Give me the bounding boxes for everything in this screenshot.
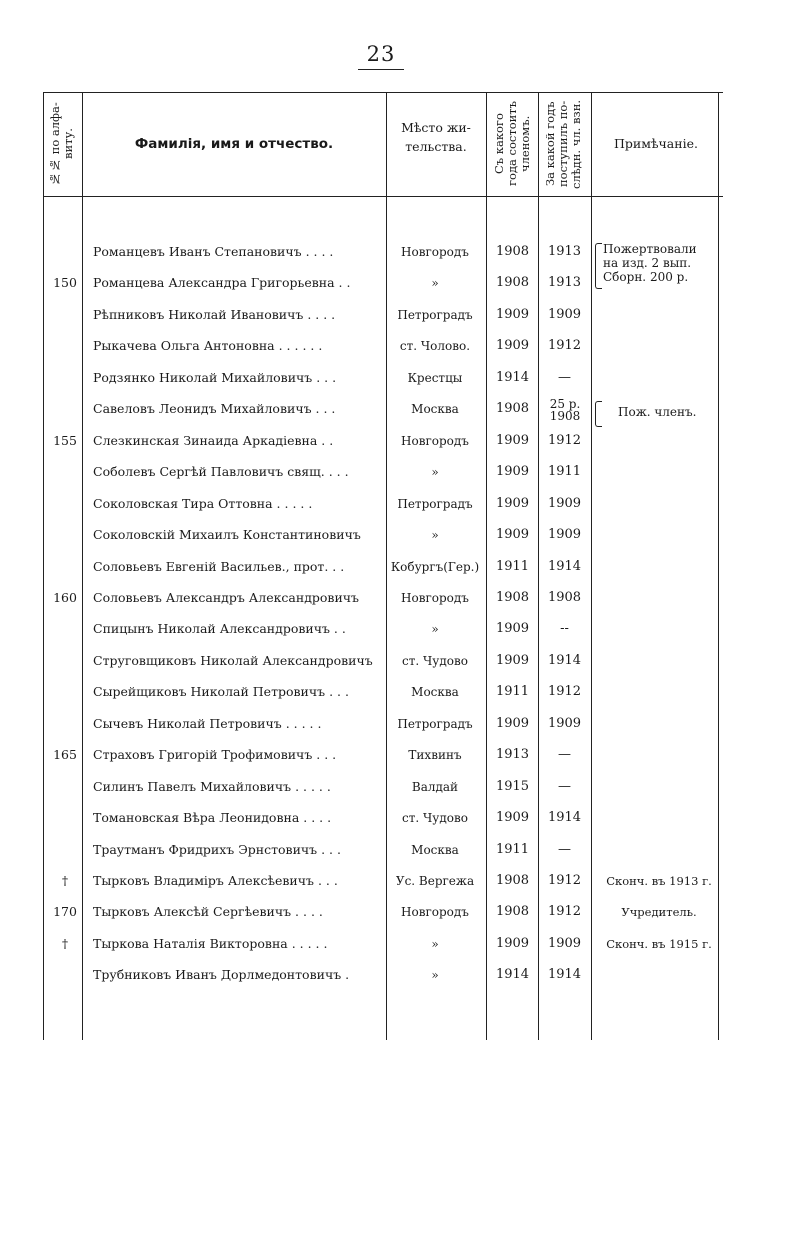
table-row [47,771,723,803]
member-since: 1908 [495,589,530,605]
row-number: † [61,873,69,888]
member-name: Спицынъ Николай Александровичъ . . [93,621,346,637]
year-paid: — [558,369,571,385]
member-since: 1909 [495,935,530,951]
member-brace [595,401,602,427]
table-row [47,645,723,677]
row-note [597,802,721,834]
residence: Ус. Вергежа [395,874,475,888]
table-row [47,739,723,771]
residence: Петроградъ [397,496,473,511]
row-note [597,739,721,771]
year-paid: 1912 [547,684,582,700]
member-name: Струговщиковъ Николай Александровичъ [93,652,373,668]
year-paid: 1912 [547,338,582,354]
year-paid: -- [560,621,569,637]
member-name: Соловьевъ Александръ Александровичъ [93,589,359,605]
donation-note-line2: на изд. 2 вып. [603,256,692,270]
member-name: Тырковъ Владиміръ Алексѣевичъ . . . [93,873,338,888]
member-since: 1908 [495,401,530,417]
member-since: 1908 [495,904,530,920]
row-number [47,362,83,394]
year-paid: — [558,747,571,763]
member-since: 1909 [495,432,530,448]
row-note [597,362,721,394]
row-number: 160 [53,589,77,605]
year-paid: 1909 [547,495,582,511]
residence: ст. Чолово. [399,339,471,354]
residence: » [431,465,439,480]
row-number [47,802,83,834]
donation-brace [595,243,602,289]
table-row [47,708,723,740]
page-number: 23 [366,42,396,66]
row-number [47,676,83,708]
member-name: Трубниковъ Иванъ Дорлмедонтовичъ . [93,967,350,983]
year-paid: 1912 [547,432,582,448]
row-number: 150 [53,275,77,291]
member-name: Романцевъ Иванъ Степановичъ . . . . [93,244,334,259]
row-note [597,582,721,614]
row-number [47,834,83,866]
row-number [47,393,83,425]
row-note [597,425,721,457]
row-number: 170 [53,904,77,920]
table-row [47,488,723,520]
savelov-paid-top: 25 р. [549,397,581,411]
row-note [597,708,721,740]
row-note [597,645,721,677]
year-paid: 1913 [547,275,582,291]
row-number: 165 [53,747,77,763]
member-since: 1911 [495,558,530,574]
table-row [47,834,723,866]
residence: Тихвинъ [408,748,462,763]
col-rule-left [43,92,44,1040]
row-number [47,236,83,268]
residence: Кобургъ(Гер.) [390,559,480,574]
row-note [597,456,721,488]
member-since: 1909 [495,338,530,354]
row-note [597,330,721,362]
table-top-rule [43,92,723,93]
member-name: Тыркова Наталія Викторовна . . . . . [93,935,328,951]
member-name: Соболевъ Сергѣй Павловичъ свящ. . . . [93,464,349,480]
year-paid: 1909 [547,306,582,322]
member-name: Савеловъ Леонидъ Михайловичъ . . . [93,401,336,417]
table-row [47,676,723,708]
year-paid: — [558,778,571,794]
member-since: 1909 [495,810,530,826]
year-paid: 1909 [547,527,582,543]
row-note: Сконч. въ 1913 г. [606,874,712,888]
row-note [597,519,721,551]
row-note [597,488,721,520]
member-since: 1909 [495,306,530,322]
member-since: 1909 [495,464,530,480]
year-paid: — [558,841,571,857]
residence: Валдай [411,779,459,794]
row-note: Учредитель. [621,905,697,920]
member-since: 1909 [495,715,530,731]
member-name: Родзянко Николай Михайловичъ . . . [93,369,337,385]
residence: » [431,968,439,983]
member-name: Рѣпниковъ Николай Ивановичъ . . . . [93,306,336,322]
member-since: 1914 [495,369,530,385]
table-row [47,425,723,457]
row-number [47,959,83,991]
residence: Крестцы [407,370,463,385]
row-number [47,551,83,583]
row-number: 155 [53,432,77,448]
year-paid: 1913 [547,244,582,259]
header-name: Фамилія, имя и отчество. [134,136,334,152]
header-note: Примѣчаніе. [614,136,698,151]
table-row [47,299,723,331]
donation-note-line3: Сборн. 200 р. [603,270,689,284]
member-since: 1913 [495,747,530,763]
table-row [47,582,723,614]
row-note: Сконч. въ 1915 г. [606,936,712,951]
member-name: Сычевъ Николай Петровичъ . . . . . [93,715,322,731]
member-name: Романцева Александра Григорьевна . . [93,275,351,291]
member-since: 1915 [495,778,530,794]
year-paid: 1914 [547,810,582,826]
table-row [47,551,723,583]
residence: Петроградъ [397,307,473,322]
year-paid: 1911 [547,464,582,480]
page-number-underline [358,69,404,70]
row-number [47,299,83,331]
table-row [47,613,723,645]
residence: Москва [411,402,459,417]
header-bottom-rule [43,196,723,197]
residence: Москва [411,685,459,700]
member-since: 1908 [495,244,530,259]
member-name: Слезкинская Зинаида Аркадіевна . . [93,432,334,448]
member-name: Соколовскій Михаилъ Константиновичъ [93,527,361,543]
row-number [47,456,83,488]
year-paid: 1908 [547,589,582,605]
member-name: Страховъ Григорій Трофимовичъ . . . [93,747,337,763]
row-number [47,645,83,677]
header-year-paid: За какой годъ поступилъ по- слѣдн. чл. взн. [543,99,583,189]
header-number: №№ по алфа- виту. [48,102,75,186]
member-name: Тырковъ Алексѣй Сергѣевичъ . . . . [93,904,323,920]
member-name: Томановская Вѣра Леонидовна . . . . [93,810,332,826]
row-number [47,488,83,520]
donation-note [603,242,719,284]
residence: Новгородъ [401,433,469,448]
table-row [47,330,723,362]
table-row [47,896,723,928]
year-paid: 1914 [547,652,582,668]
residence: Москва [411,842,459,857]
table-row [47,802,723,834]
residence: Новгородъ [401,905,469,920]
row-note [597,834,721,866]
year-paid: 1909 [547,935,582,951]
table-row [47,928,723,960]
table-row [47,456,723,488]
member-since: 1909 [495,621,530,637]
member-since: 1911 [495,841,530,857]
member-name: Соколовская Тира Оттовна . . . . . [93,495,313,511]
table-row [47,362,723,394]
row-note [597,676,721,708]
residence: ст. Чудово [402,653,468,668]
row-number [47,708,83,740]
member-name: Сырейщиковъ Николай Петровичъ . . . [93,684,349,700]
year-paid: 1912 [547,904,582,920]
table-row [47,865,723,897]
member-name: Соловьевъ Евгеній Васильев., прот. . . [93,558,345,574]
year-paid: 1912 [547,873,582,888]
member-since: 1909 [495,652,530,668]
table-row [47,959,723,991]
residence: Петроградъ [397,716,473,731]
member-name: Рыкачева Ольга Антоновна . . . . . . [93,338,323,354]
table-row [47,519,723,551]
row-number [47,613,83,645]
member-since: 1908 [495,275,530,291]
header-since: Съ какого года состоитъ членомъ. [492,101,532,187]
residence: Новгородъ [401,590,469,605]
row-number [47,771,83,803]
row-note [597,959,721,991]
member-note: Пож. членъ. [618,405,697,419]
savelov-paid-stack [539,398,591,422]
member-since: 1909 [495,495,530,511]
residence: Новгородъ [401,245,469,259]
residence: » [431,622,439,637]
header-place: Мѣсто жи- тельства. [401,120,471,154]
member-since: 1911 [495,684,530,700]
savelov-paid-bottom: 1908 [549,409,581,423]
member-since: 1908 [495,873,530,888]
row-number [47,519,83,551]
row-number: † [61,935,69,951]
year-paid: 1914 [547,967,582,983]
row-note [597,551,721,583]
row-note [597,613,721,645]
member-name: Силинъ Павелъ Михайловичъ . . . . . [93,778,331,794]
residence: » [431,276,439,291]
residence: » [431,936,439,951]
row-note [597,771,721,803]
residence: » [431,528,439,543]
donation-note-line1: Пожертвовали [603,242,697,256]
member-since: 1914 [495,967,530,983]
year-paid: 1914 [547,558,582,574]
row-number [47,330,83,362]
row-note [597,299,721,331]
member-name: Траутманъ Фридрихъ Эрнстовичъ . . . [93,841,341,857]
member-since: 1909 [495,527,530,543]
residence: ст. Чудово [402,811,468,826]
year-paid: 1909 [547,715,582,731]
